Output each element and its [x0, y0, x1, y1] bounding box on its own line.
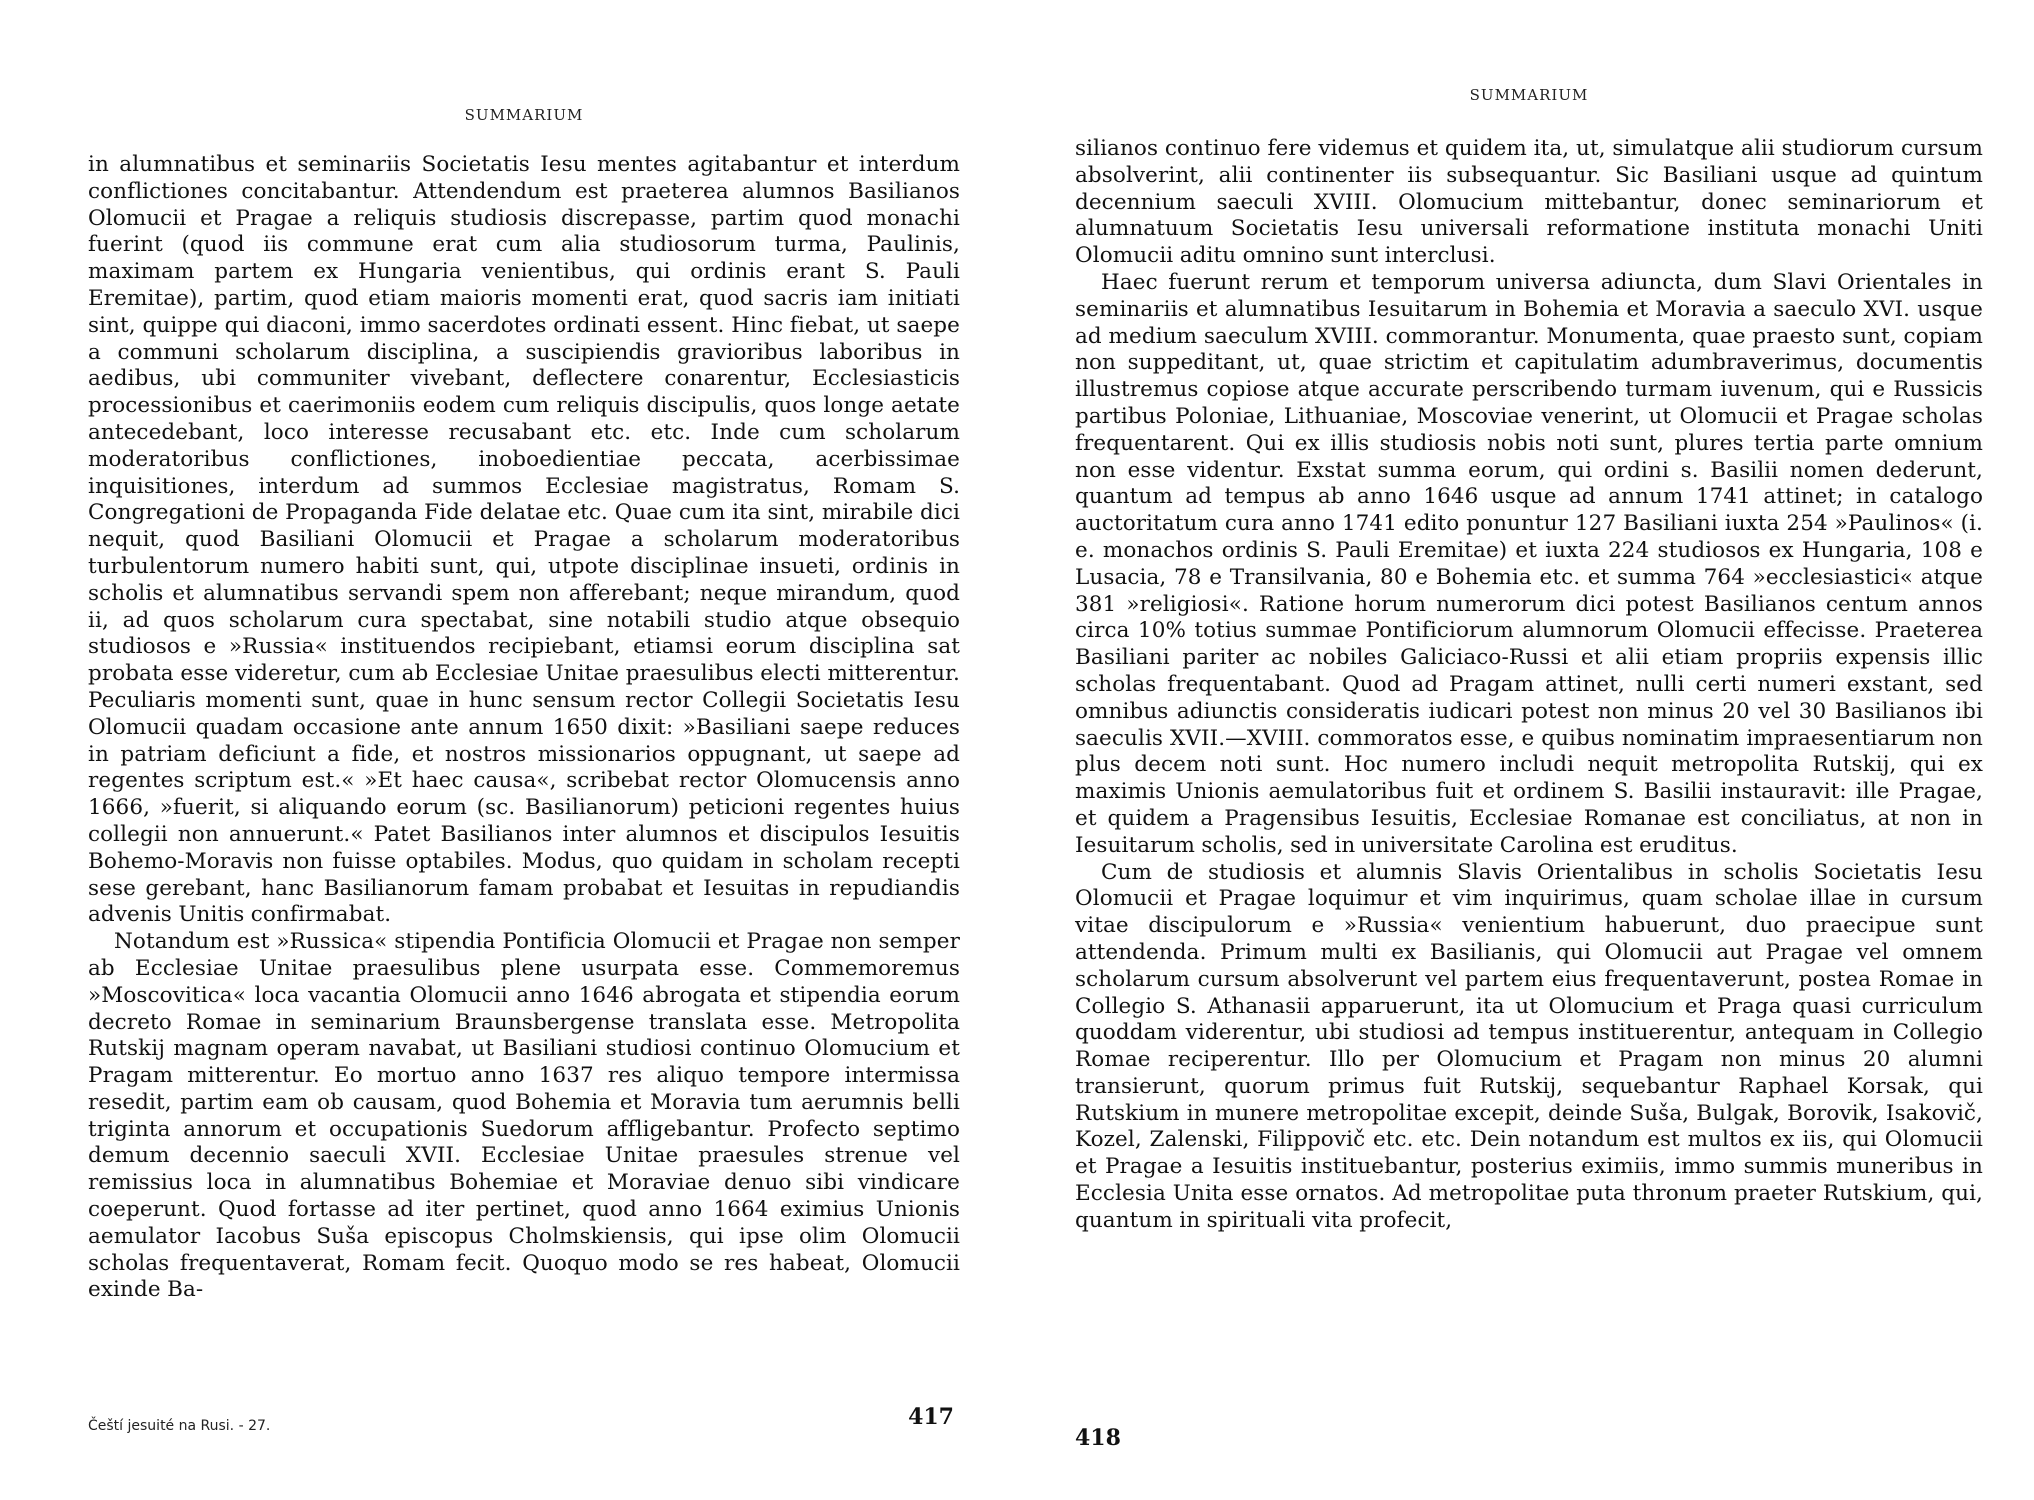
left-page-body	[88, 152, 960, 1304]
right-page-body	[1075, 136, 1983, 1235]
paragraph: Notandum est »Russica« stipendia Pontificia Olomucii et Pragae non semper ab Ecclesiae Unitae praesulibus plene usurpata esse. Commemoremus »Moscovitica« loca vacantia Olomucii anno 1646 abrogata et stipendia eorum decreto Romae in seminarium Braunsbergense translata esse. Metropolita Rutskij magnam operam navabat, ut Basiliani studiosi continuo Olomucium et Pragam mitterentur. Eo mortuo anno 1637 res aliquo tempore intermissa resedit, partim eam ob causam, quod Bohemia et Moravia tum aerumnis belli triginta annorum et occupationis Suedorum affligebantur. Profecto septimo demum decennio saeculi XVII. Ecclesiae Unitae praesules strenue vel remissius loca in alumnatibus Bohemiae et Moraviae denuo sibi vindicare coeperunt. Quod fortasse ad iter pertinet, quod anno 1664 eximius Unionis aemulator Iacobus Suša episcopus Cholmskiensis, qui ipse olim Olomucii scholas frequentaverat, Romam fecit. Quoquo modo se res habeat, Olomucii exinde Ba-	[88, 929, 960, 1303]
paragraph: silianos continuo fere videmus et quidem ita, ut, simulatque alii studiorum cursum absolverint, alii continenter iis subsequantur. Sic Basiliani usque ad quintum decennium saeculi XVIII. Olomucium mittebantur, donec seminariorum et alumnatuum Societatis Iesu universali reformatione instituta monachi Uniti Olomucii aditu omnino sunt interclusi.	[1075, 136, 1983, 269]
left-page	[88, 0, 960, 1500]
footer-signature: Čeští jesuité na Rusi. - 27.	[88, 1418, 271, 1434]
right-page	[1075, 0, 1983, 1500]
running-head-right: SUMMARIUM	[1469, 86, 1589, 104]
paragraph: Haec fuerunt rerum et temporum universa adiuncta, dum Slavi Orientales in seminariis et alumnatibus Iesuitarum in Bohemia et Moravia a saeculo XVI. usque ad medium saeculum XVIII. commorantur. Monumenta, quae praesto sunt, copiam non suppeditant, ut, quae strictim et capitulatim adumbraverimus, documentis illustremus copiose atque accurate perscribendo turmam iuvenum, qui e Russicis partibus Poloniae, Lithuaniae, Moscoviae venerint, ut Olomucii et Pragae scholas frequentarent. Qui ex illis studiosis nobis noti sunt, plures tertia parte omnium non esse videntur. Exstat summa eorum, qui ordini s. Basilii nomen dederunt, quantum ad tempus ab anno 1646 usque ad annum 1741 attinet; in catalogo auctoritatum cura anno 1741 edito ponuntur 127 Basiliani iuxta 254 »Paulinos« (i. e. monachos ordinis S. Pauli Eremitae) et iuxta 224 studiosos ex Hungaria, 108 e Lusacia, 78 e Transilvania, 80 e Bohemia etc. et summa 764 »ecclesiastici« atque 381 »religiosi«. Ratione horum numerorum dici potest Basilianos centum annos circa 10% totius summae Pontificiorum alumnorum Olomucii effecisse. Praeterea Basiliani pariter ac nobiles Galiciaco-Russi et alii etiam propriis expensis illic scholas frequentabant. Quod ad Pragam attinet, nulli certi numeri exstant, sed omnibus adiunctis consideratis iudicari potest non minus 20 vel 30 Basilianos ibi saeculis XVII.—XVIII. commoratos esse, e quibus nominatim impraesentiarum non plus decem noti sunt. Hoc numero includi nequit metropolita Rutskij, qui ex maximis Unionis aemulatoribus fuit et ordinem S. Basilii instauravit: ille Pragae, et quidem a Pragensibus Iesuitis, Ecclesiae Romanae est conciliatus, at non in Iesuitarum scholis, sed in universitate Carolina est eruditus.	[1075, 269, 1983, 858]
paragraph: Cum de studiosis et alumnis Slavis Orientalibus in scholis Societatis Iesu Olomucii et Pragae loquimur et vim inquirimus, quam scholae illae in cursum vitae discipulorum e »Russia« venientium habuerunt, duo praecipue sunt attendenda. Primum multi ex Basilianis, qui Olomucii aut Pragae vel omnem scholarum cursum absolverunt vel partem eius frequentaverunt, postea Romae in Collegio S. Athanasii apparuerunt, ita ut Olomucium et Praga quasi curriculum quoddam viderentur, ubi studiosi ad tempus instituerentur, antequam in Collegio Romae reciperentur. Illo per Olomucium et Pragam non minus 20 alumni transierunt, quorum primus fuit Rutskij, sequebantur Raphael Korsak, qui Rutskium in munere metropolitae excepit, deinde Suša, Bulgak, Borovik, Isakovič, Kozel, Zalenski, Filippovič etc. etc. Dein notandum est multos ex iis, qui Olomucii et Pragae a Iesuitis instituebantur, posterius eximiis, immo summis muneribus in Ecclesia Unita esse ornatos. Ad metropolitae puta thronum praeter Rutskium, qui, quantum in spirituali vita profecit,	[1075, 859, 1983, 1233]
page-number-right: 418	[1075, 1425, 1121, 1451]
page-number-left: 417	[908, 1404, 954, 1430]
paragraph: in alumnatibus et seminariis Societatis Iesu mentes agitabantur et interdum conflictiones concitabantur. Attendendum est praeterea alumnos Basilianos Olomucii et Pragae a reliquis studiosis discrepasse, partim quod monachi fuerint (quod iis commune erat cum alia studiosorum turma, Paulinis, maximam partem ex Hungaria venientibus, qui ordinis erant S. Pauli Eremitae), partim, quod etiam maioris momenti erat, quod sacris iam initiati sint, quippe qui diaconi, immo sacerdotes ordinati essent. Hinc fiebat, ut saepe a communi scholarum disciplina, a suscipiendis gravioribus laboribus in aedibus, ubi communiter vivebant, deflectere conarentur, Ecclesiasticis processionibus et caerimoniis eodem cum reliquis discipulis, quos longe aetate antecedebant, loco interesse recusabant etc. etc. Inde cum scholarum moderatoribus conflictiones, inoboedientiae peccata, acerbissimae inquisitiones, interdum ad summos Ecclesiae magistratus, Romam S. Congregationi de Propaganda Fide delatae etc. Quae cum ita sint, mirabile dici nequit, quod Basiliani Olomucii et Pragae a scholarum moderatoribus turbulentorum numero habiti sunt, qui, utpote disciplinae insueti, ordinis in scholis et alumnatibus servandi spem non afferebant; neque mirandum, quod ii, ad quos scholarum cura spectabat, sine notabili studio atque obsequio studiosos e »Russia« instituendos recipiebant, etiamsi eorum disciplina sat probata esse videretur, cum ab Ecclesiae Unitae praesulibus electi mitterentur. Peculiaris momenti sunt, quae in hunc sensum rector Collegii Societatis Iesu Olomucii quadam occasione ante annum 1650 dixit: »Basiliani saepe reduces in patriam deficiunt a fide, et nostros missionarios oppugnant, ut saepe ad regentes scriptum est.« »Et haec causa«, scribebat rector Olomucensis anno 1666, »fuerit, si aliquando eorum (sc. Basilianorum) peticioni regentes huius collegii non annuerunt.« Patet Basilianos inter alumnos et discipulos Iesuitis Bohemo-Moravis non fuisse optabiles. Modus, quo quidam in scholam recepti sese gerebant, hanc Basilianorum famam probabat et Iesuitas in repudiandis advenis Unitis confirmabat.	[88, 152, 960, 928]
running-head-left: SUMMARIUM	[464, 106, 584, 124]
